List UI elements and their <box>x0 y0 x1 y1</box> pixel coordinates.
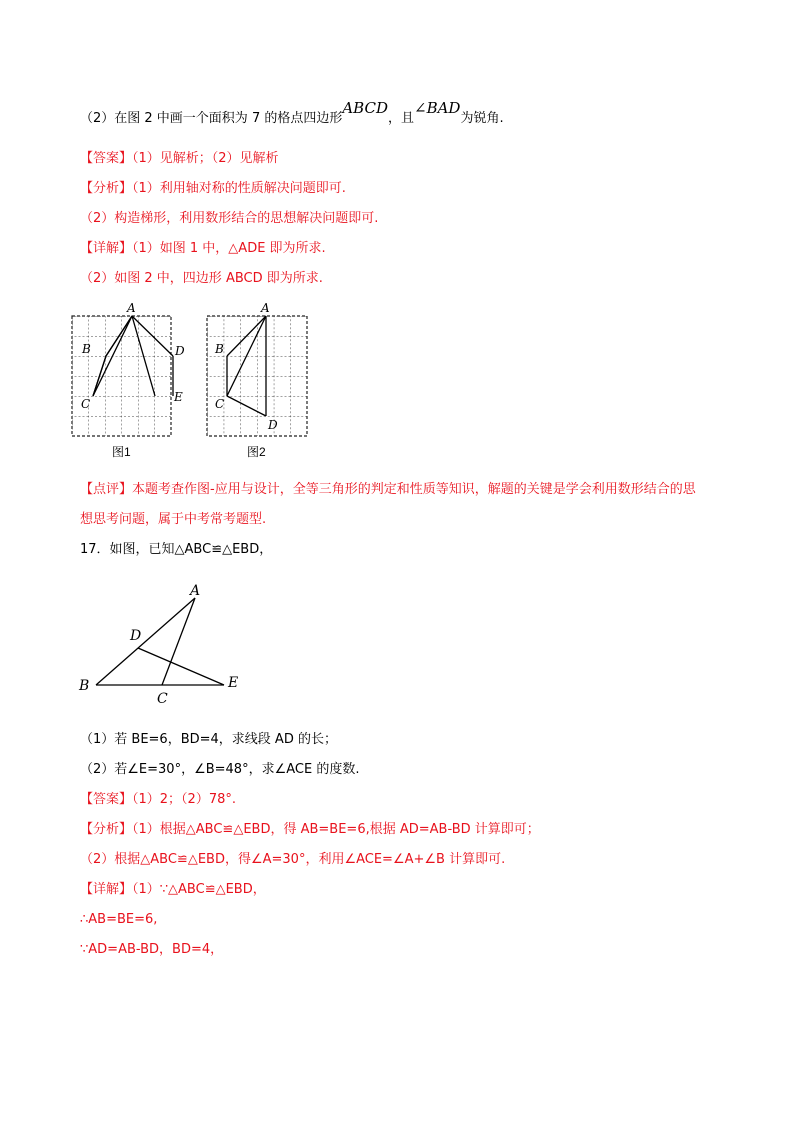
fig1-label-b: B <box>82 342 91 356</box>
q17-analysis-1: 【分析】（1）根据△ABC≌△EBD，得 AB=BE=6,根据 AD=AB-BD 计算即可； <box>80 822 540 837</box>
q16-part2-quad: ABCD <box>342 99 388 117</box>
fig1-label-d: D <box>175 344 185 358</box>
figure-1 <box>72 301 185 459</box>
q17-detail-2: ∴AB=BE=6, <box>80 912 158 927</box>
q16-comment-1: 【点评】本题考查作图-应用与设计，全等三角形的判定和性质等知识，解题的关键是学会利用数形结合的思 <box>80 482 696 497</box>
fig1-label-e: E <box>174 390 183 404</box>
q17-part1: （1）若 BE=6，BD=4，求线段 AD 的长； <box>80 732 337 747</box>
q17-answer: 【答案】（1）2；（2）78°. <box>80 792 236 807</box>
fig1-caption: 图1 <box>112 445 131 459</box>
q17-figure <box>70 580 290 710</box>
figure-2 <box>207 301 307 459</box>
q16-figures <box>0 298 800 478</box>
q16-comment-2: 想思考问题，属于中考常考题型. <box>80 512 267 527</box>
fig1-label-a: A <box>127 301 136 315</box>
fig2-caption: 图2 <box>247 445 266 459</box>
fig2-label-a: A <box>261 301 270 315</box>
q17-label-d: D <box>130 628 142 644</box>
q16-part2-angle: ∠BAD <box>414 99 461 117</box>
q17-detail-3: ∵AD=AB-BD，BD=4， <box>80 942 224 957</box>
q16-part2-prefix: （2）在图 2 中画一个面积为 7 的格点四边形 <box>80 111 343 126</box>
q17-part2: （2）若∠E=30°，∠B=48°，求∠ACE 的度数. <box>80 762 360 777</box>
q16-analysis-1: 【分析】（1）利用轴对称的性质解决问题即可. <box>80 181 346 196</box>
fig2-label-c: C <box>215 397 225 411</box>
fig2-label-b: B <box>215 342 224 356</box>
fig2-label-d: D <box>268 418 278 432</box>
fig1-label-c: C <box>81 397 91 411</box>
q16-part2-mid: ，且 <box>387 111 414 126</box>
q17-label-c: C <box>157 691 168 707</box>
q16-answer: 【答案】（1）见解析；（2）见解析 <box>80 151 279 166</box>
q17-detail-1: 【详解】（1）∵△ABC≌△EBD， <box>80 882 266 897</box>
q16-detail-1: 【详解】（1）如图 1 中，△ADE 即为所求. <box>80 241 326 256</box>
q17-label-b: B <box>79 678 90 694</box>
q17-stem: 17．如图，已知△ABC≌△EBD， <box>80 542 273 557</box>
q16-part2 <box>80 99 504 128</box>
q17-label-e: E <box>228 675 239 691</box>
q16-analysis-2: （2）构造梯形，利用数形结合的思想解决问题即可. <box>80 211 379 226</box>
q16-part2-suffix: 为锐角. <box>460 111 504 126</box>
q17-analysis-2: （2）根据△ABC≌△EBD，得∠A=30°，利用∠ACE=∠A+∠B 计算即可. <box>80 852 506 867</box>
q17-label-a: A <box>190 583 201 599</box>
q16-detail-2: （2）如图 2 中，四边形 ABCD 即为所求. <box>80 271 323 286</box>
